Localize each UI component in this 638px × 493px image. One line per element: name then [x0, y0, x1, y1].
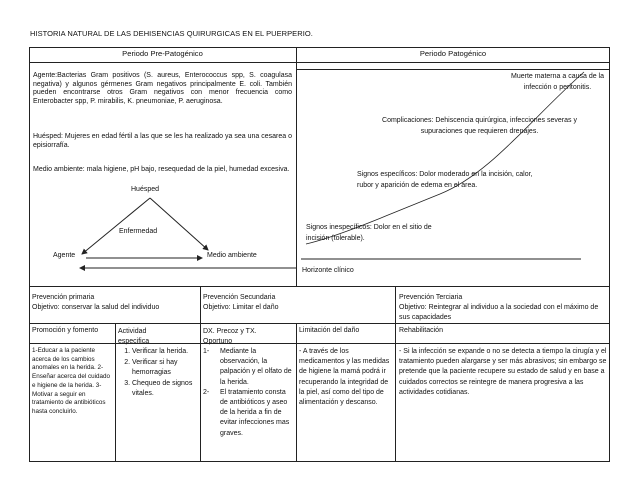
secondary-title: Prevención Secundaria — [203, 294, 276, 301]
cell-rehab: - Si la infección se expande o no se detecta a tiempo la cirugía y el tratamiento pueden alargarse y ser más abrasivos; sin embargo se pretende que la paciente recupere su estado de salud y en base a cuidados correctos se reintegre de manera progresiva a las actividades cotidianas. — [399, 348, 607, 396]
medio-description: Medio ambiente: mala higiene, pH bajo, resequedad de la piel, humedad excesiva. — [33, 166, 290, 173]
col-header-promo: Promoción y fomento — [32, 327, 99, 334]
primary-objective: Objetivo: conservar la salud del individuo — [32, 303, 160, 311]
triangle-left-arrow — [82, 198, 150, 254]
pathogenic-header: Periodo Patogénico — [419, 49, 487, 58]
agente-description: Agente:Bacterias Gram positivos (S. aureus, Enterococcus spp, S. coagulasa negativa) y algunos gérmenes Gram negativos principalmente E. coli. También pueden encontrarse otros Gram negativos con menor frecuencia como Enterobacter spp, P. mirabilis, K. pneumoniae, P. aeruginosa. — [33, 72, 292, 105]
list-item: 1. Verificar la herida. — [132, 347, 198, 358]
cell-promo: 1-Educar a la paciente acerca de los cambios anomales en la herida. 2- Enseñar acerca del cuidado e higiene de la herida. 3- Motivar a seguir en tratamiento de antibióticos hasta concluirlo. — [32, 347, 111, 415]
pre-pathogenic-header: Periodo Pre-Patogénico — [122, 49, 203, 58]
list-item: 2- El tratamiento consta de antibióticos y aseo de la herida a fin de evitar infecciones mas graves. — [203, 388, 290, 437]
secondary-objective: Objetivo: Limitar el daño — [203, 303, 279, 311]
triangle-right-arrow — [150, 198, 208, 250]
disease-progression-curve — [306, 72, 584, 244]
list-item: 2. Verificar si hay hemorragias — [132, 358, 198, 379]
document-title: HISTORIA NATURAL DE LAS DEHISENCIAS QUIRURGICAS EN EL PUERPERIO. — [30, 29, 313, 38]
list-item: 1- Mediante la observación, la palpación y el olfato de la herida. — [203, 348, 292, 386]
col-header-rehab: Rehabilitación — [399, 327, 443, 334]
triangle-agente-label: Agente — [53, 252, 76, 259]
triangle-medio-label: Medio ambiente — [207, 252, 257, 259]
secondary-prevention — [203, 293, 393, 313]
col-header-dx: DX. Precoz y TX. Oportuno — [203, 328, 257, 345]
specific-signs-stage: Signos específicos: Dolor moderado en la incisión, calor, rubor y aparición de edema en el área. — [357, 171, 533, 189]
primary-prevention — [32, 293, 197, 313]
tertiary-objective: Objetivo: Reintegrar al individuo a la sociedad con el máximo de sus capacidades — [399, 303, 599, 321]
col-header-limitacion: Limitación del daño — [299, 327, 360, 334]
nonspecific-signs-stage: Signos inespecíficos: Dolor en el sitio de incisión (tolerable). — [306, 224, 432, 242]
list-item: 3. Chequeo de signos vitales. — [132, 379, 198, 400]
triangle-huesped-label: Huésped — [131, 186, 160, 193]
death-stage: Muerte materna a causa de la infección o peritonitis. — [511, 73, 604, 91]
cell-actividad — [118, 347, 198, 400]
tertiary-title: Prevención Terciaria — [399, 294, 463, 301]
primary-title: Prevención primaria — [32, 294, 95, 301]
tertiary-prevention — [399, 293, 607, 322]
clinical-horizon-label: Horizonte clínico — [302, 267, 354, 274]
triangle-enfermedad-label: Enfermedad — [119, 228, 158, 235]
cell-dx — [203, 347, 295, 439]
huesped-description: Huésped: Mujeres en edad fértil a las que se les ha realizado ya sea una cesarea o episiorrafía. — [33, 133, 292, 149]
complications-stage: Complicaciones: Dehiscencia quirúrgica, infecciones severas y supuraciones que requieren drenajes. — [382, 117, 577, 135]
col-header-actividad: Actividad especifica — [118, 328, 150, 345]
cell-limitacion: - A través de los medicamentos y las medidas de higiene la mamá podrá ir recuperando la integridad de la piel, así como del tipo de alimentación y descanso. — [299, 348, 390, 407]
